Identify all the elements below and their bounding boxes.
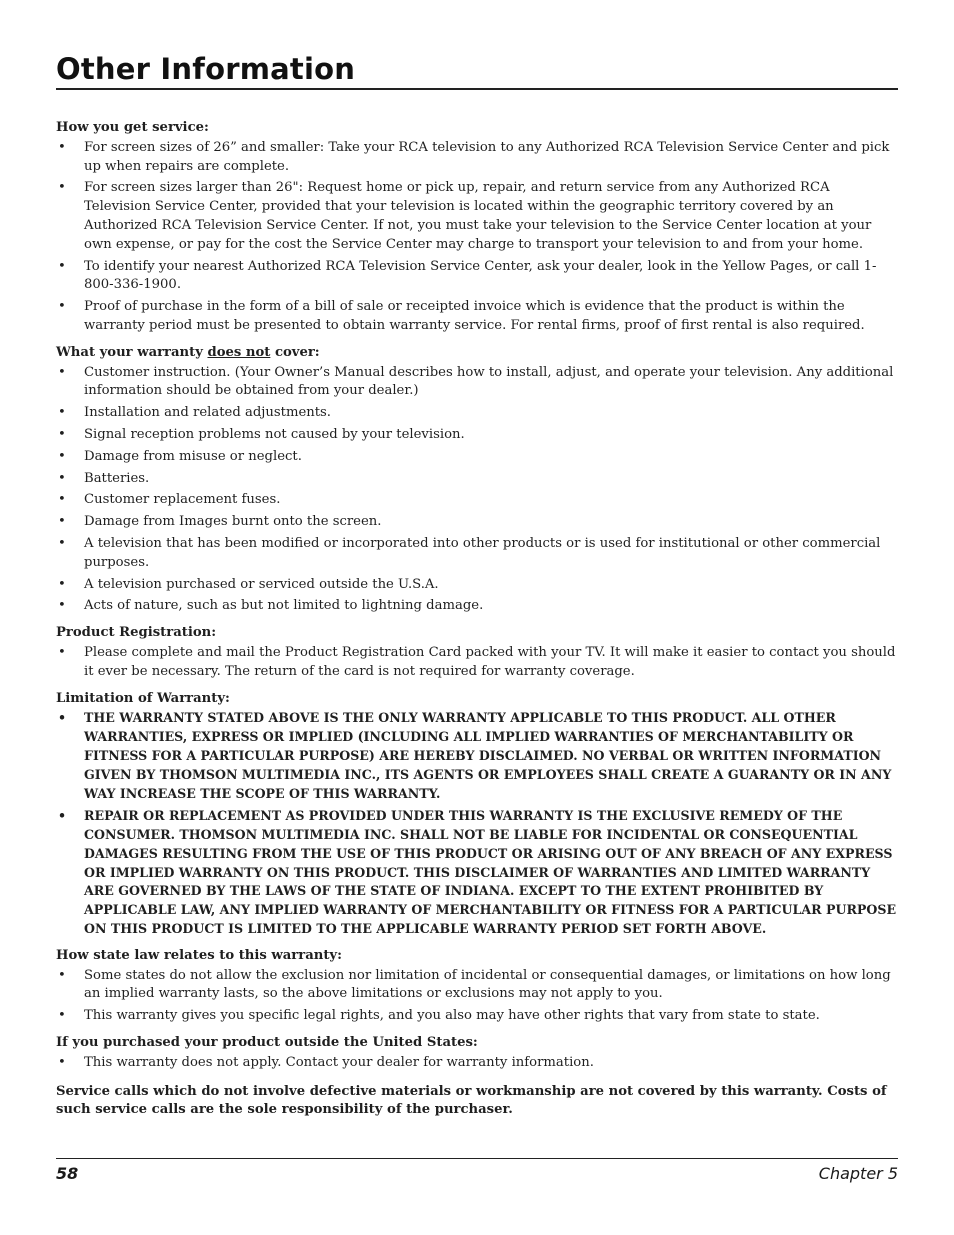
list-item: • Customer replacement fuses. bbox=[56, 491, 898, 510]
list-item: • Damage from Images burnt onto the screen. bbox=[56, 513, 898, 532]
section-heading: Product Registration: bbox=[56, 625, 217, 641]
list-item: • Proof of purchase in the form of a bill of sale or receipted invoice which is evidence that the product is within the warranty period must be presented to obtain warranty service. For rental firms, proof of first rental is also required. bbox=[56, 298, 898, 336]
list-item: • THE WARRANTY STATED ABOVE IS THE ONLY WARRANTY APPLICABLE TO THIS PRODUCT. ALL OTHER WARRANTIES, EXPRESS OR IMPLIED (INCLUDING ALL IMPLIED WARRANTIES OF MERCHANTABILITY OR FITNESS FOR A PARTICULAR PURPOSE) ARE HEREBY DISCLAIMED. NO VERBAL OR WRITTEN INFORMATION GIVEN BY THOMSON MULTIMEDIA INC., ITS AGENTS OR EMPLOYEES SHALL CREATE A GUARANTY OR IN ANY WAY INCREASE THE SCOPE OF THIS WARRANTY. bbox=[56, 709, 898, 803]
section-service bbox=[56, 119, 898, 336]
underlined-text: does not bbox=[207, 344, 271, 360]
list-item: • Customer instruction. (Your Owner’s Manual describes how to install, adjust, and operate your television. Any additional information should be obtained from your dealer.) bbox=[56, 364, 898, 402]
section-registration bbox=[56, 624, 898, 681]
list-item: • To identify your nearest Authorized RCA Television Service Center, ask your dealer, look in the Yellow Pages, or call 1-800-336-1900. bbox=[56, 258, 898, 296]
bullet-list bbox=[56, 139, 898, 336]
page-title: Other Information bbox=[56, 52, 356, 86]
list-item: • This warranty does not apply. Contact your dealer for warranty information. bbox=[56, 1054, 898, 1073]
bullet-list bbox=[56, 644, 898, 682]
section-heading: If you purchased your product outside the United States: bbox=[56, 1035, 478, 1051]
list-item: • Damage from misuse or neglect. bbox=[56, 448, 898, 467]
section-heading bbox=[56, 344, 898, 363]
section-heading: How state law relates to this warranty: bbox=[56, 947, 342, 963]
bullet-list bbox=[56, 1054, 898, 1073]
bullet-list bbox=[56, 364, 898, 617]
list-item: • Acts of nature, such as but not limited to lightning damage. bbox=[56, 597, 898, 616]
list-item: • For screen sizes larger than 26": Request home or pick up, repair, and return service from any Authorized RCA Television Service Center, provided that your television is located within the geographic territory covered by an Authorized RCA Television Service Center. If not, you must take your television to the Service Center location at your own expense, or pay for the cost the Service Center may charge to transport your television to and from your home. bbox=[56, 179, 898, 254]
warranty-content bbox=[56, 119, 898, 1133]
list-item: • This warranty gives you specific legal rights, and you also may have other rights that vary from state to state. bbox=[56, 1007, 898, 1026]
list-item: • Some states do not allow the exclusion nor limitation of incidental or consequential damages, or limitations on how long an implied warranty lasts, so the above limitations or exclusions may not apply to you. bbox=[56, 967, 898, 1005]
heading-text: cover: bbox=[270, 344, 320, 360]
title-divider bbox=[56, 88, 898, 90]
section-not-covered bbox=[56, 344, 898, 616]
page-header bbox=[56, 50, 898, 90]
list-item: • A television purchased or serviced outside the U.S.A. bbox=[56, 576, 898, 595]
bullet-list bbox=[56, 709, 898, 939]
page-number: 58 bbox=[56, 1164, 79, 1183]
section-heading: Limitation of Warranty: bbox=[56, 690, 230, 706]
section-heading: How you get service: bbox=[56, 120, 209, 135]
section-limitation bbox=[56, 690, 898, 939]
list-item: • Signal reception problems not caused by your television. bbox=[56, 426, 898, 445]
list-item: • Please complete and mail the Product Registration Card packed with your TV. It will make it easier to contact you should it ever be necessary. The return of the card is not required for warranty coverage. bbox=[56, 644, 898, 682]
list-item: • Installation and related adjustments. bbox=[56, 404, 898, 423]
list-item: • REPAIR OR REPLACEMENT AS PROVIDED UNDER THIS WARRANTY IS THE EXCLUSIVE REMEDY OF THE CONSUMER. THOMSON MULTIMEDIA INC. SHALL NOT BE LIABLE FOR INCIDENTAL OR CONSEQUENTIAL DAMAGES RESULTING FROM THE USE OF THIS PRODUCT OR ARISING OUT OF ANY BREACH OF ANY EXPRESS OR IMPLIED WARRANTY ON THIS PRODUCT. THIS DISCLAIMER OF WARRANTIES AND LIMITED WARRANTY ARE GOVERNED BY THE LAWS OF THE STATE OF INDIANA. EXCEPT TO THE EXTENT PROHIBITED BY APPLICABLE LAW, ANY IMPLIED WARRANTY OF MERCHANTABILITY OR FITNESS FOR A PARTICULAR PURPOSE ON THIS PRODUCT IS LIMITED TO THE APPLICABLE WARRANTY PERIOD SET FORTH ABOVE. bbox=[56, 807, 898, 939]
list-item: • A television that has been modified or incorporated into other products or is used for institutional or other commercial purposes. bbox=[56, 535, 898, 573]
heading-text: What your warranty bbox=[56, 344, 208, 360]
chapter-label: Chapter 5 bbox=[818, 1164, 898, 1183]
final-note: Service calls which do not involve defective materials or workmanship are not covered by this warranty. Costs of such service calls are the sole responsibility of the purchaser. bbox=[56, 1083, 887, 1118]
section-outside-us bbox=[56, 1034, 898, 1073]
list-item: • For screen sizes of 26” and smaller: Take your RCA television to any Authorized RCA Television Service Center and pick up when repairs are complete. bbox=[56, 139, 898, 177]
page-footer bbox=[56, 1158, 898, 1183]
section-state-law bbox=[56, 947, 898, 1026]
bullet-list bbox=[56, 967, 898, 1026]
list-item: • Batteries. bbox=[56, 470, 898, 489]
